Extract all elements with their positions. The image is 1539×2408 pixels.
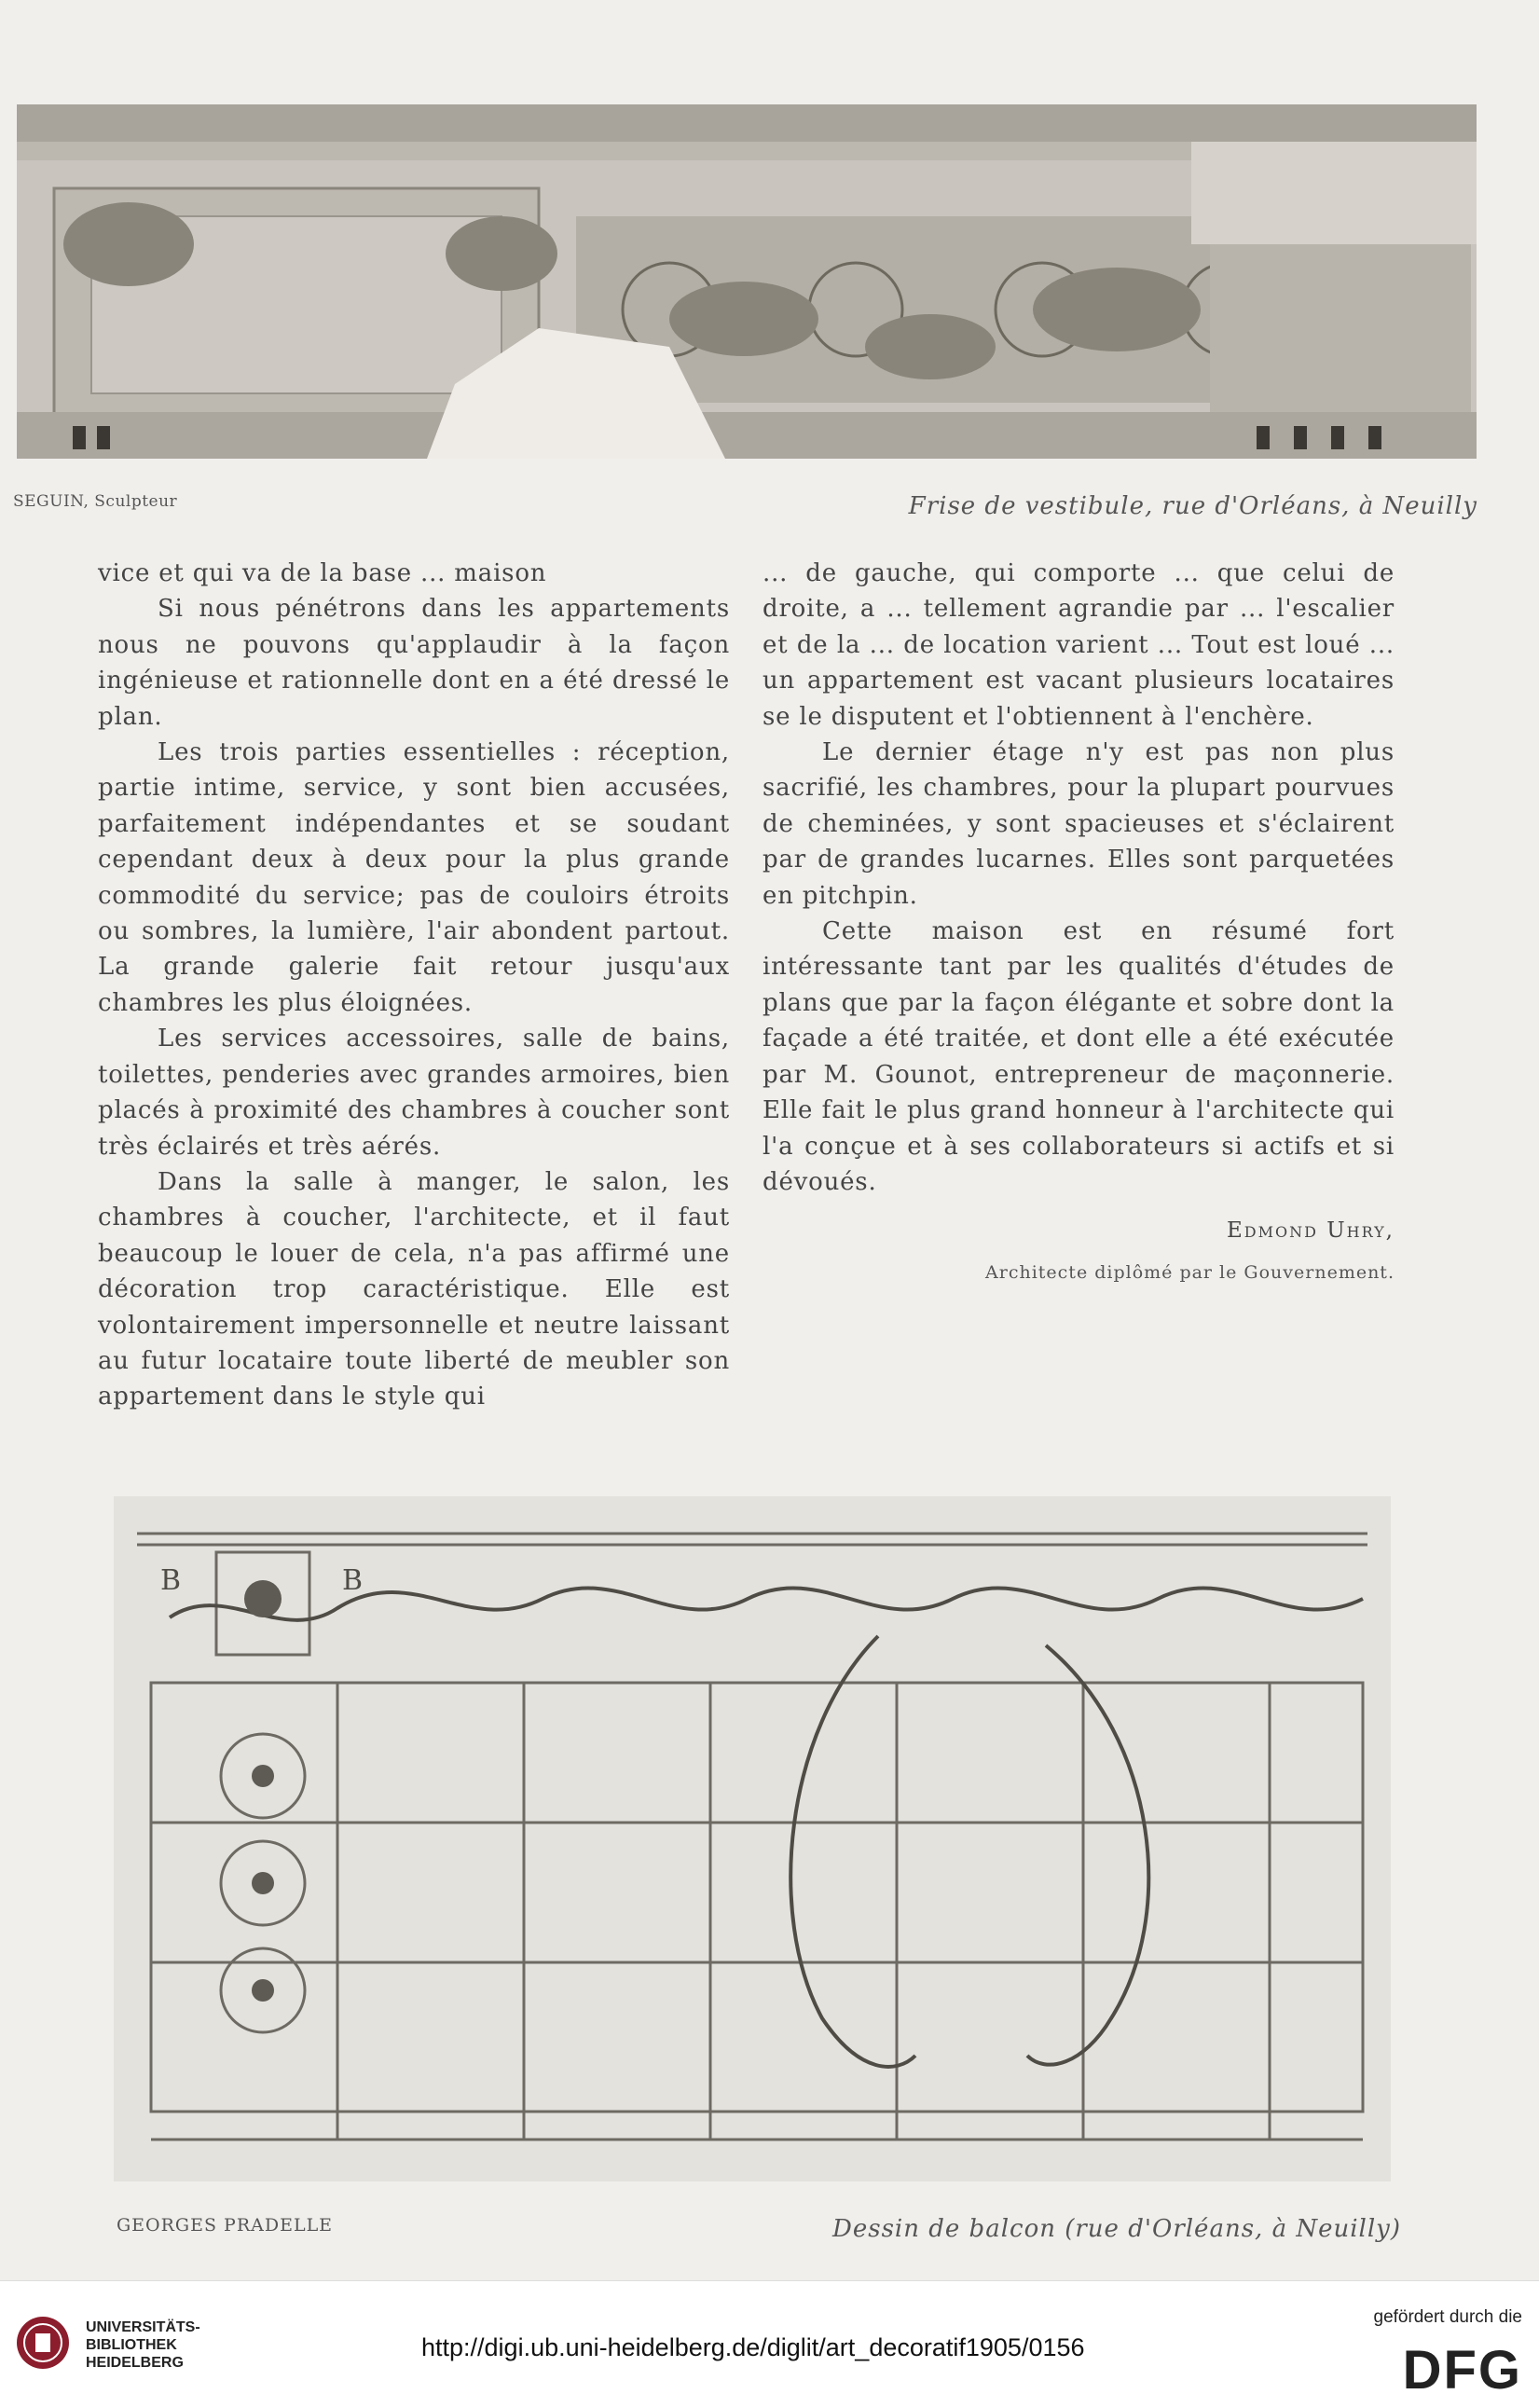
university-seal-icon [15,2315,71,2371]
library-name-line: UNIVERSITÄTS- [86,2319,200,2335]
balcony-drawing [114,1496,1391,2181]
drawing-label-b: B [160,1564,182,1597]
author-signature: Edmond Uhry, [1226,1218,1395,1244]
frieze-sculptor-caption: SEGUIN, Sculpteur [13,492,178,511]
paragraph: vice et qui va de la base ... maison [98,559,547,587]
drawing-artist-caption: GEORGES PRADELLE [117,2215,334,2236]
permalink-url[interactable]: http://digi.ub.uni-heidelberg.de/diglit/art_decoratif1905/0156 [421,2333,1085,2361]
frieze-title-caption: Frise de vestibule, rue d'Orléans, à Neuilly [908,492,1477,520]
paragraph: Les trois parties essentielles : réception, partie intime, service, y sont bien accusées, parfaitement indépendantes et se soudant cependant deux à deux pour la plus grande commodité du service; pas de couloirs étroits ou sombres, la lumière, l'air abondent partout. La grande galerie fait retour jusqu'aux chambres les plus éloignées. [98,738,730,1017]
paragraph: ... de gauche, qui comporte ... que celui de droite, a ... tellement agrandie par ... l'escalier et de la ... de location varient ... Tout est loué ... un appartement est vacant plusieurs locataires se le disputent et l'obtiennent à l'enchère. [763,559,1395,731]
paragraph: Si nous pénétrons dans les appartements nous ne pouvons qu'applaudir à la façon ingénieuse et rationnelle dont en a été dressé le plan. [98,595,730,731]
dfg-logo: DFG [1402,2340,1522,2401]
paragraph: Cette maison est en résumé fort intéressante tant par les qualités d'études de plans que par la façon élégante et sobre dont la façade a été traitée, et dont elle a été exécutée par M. Gounot, entrepreneur de maçonnerie. Elle fait le plus grand honneur à l'architecte qui l'a conçue et à ses collaborateurs si actifs et si dévoués. [763,917,1395,1196]
library-name [86,2319,200,2372]
paragraph: Les services accessoires, salle de bains, toilettes, penderies avec grandes armoires, bien placés à proximité des chambres à coucher sont très éclairés et très aérés. [98,1025,730,1161]
drawing-label-b: B [342,1564,364,1597]
library-name-line: BIBLIOTHEK [86,2337,177,2353]
article-right-column [763,556,1395,1290]
balcony-illustration [114,1496,1391,2181]
frieze-illustration [17,104,1477,459]
drawing-title-caption: Dessin de balcon (rue d'Orléans, à Neuilly) [832,2215,1401,2243]
article-left-column [98,556,730,1415]
funding-note: gefördert durch die [1373,2307,1522,2327]
footer-bar [0,2280,1539,2408]
paragraph: Dans la salle à manger, le salon, les chambres à coucher, l'architecte, et il faut beaucoup le louer de cela, n'a pas affirmé une décoration trop caractéristique. Elle est volontairement impersonnelle et neutre laissant au futur locataire toute liberté de meubler son appartement dans le style qui [98,1167,730,1411]
paragraph: Le dernier étage n'y est pas non plus sacrifié, les chambres, pour la plupart pourvues de cheminées, y sont spacieuses et s'éclairent par de grandes lucarnes. Elles sont parquetées en pitchpin. [763,738,1395,910]
library-name-line: HEIDELBERG [86,2355,184,2371]
author-title: Architecte diplômé par le Gouvernement. [985,1261,1395,1283]
frieze-photo [17,104,1477,459]
